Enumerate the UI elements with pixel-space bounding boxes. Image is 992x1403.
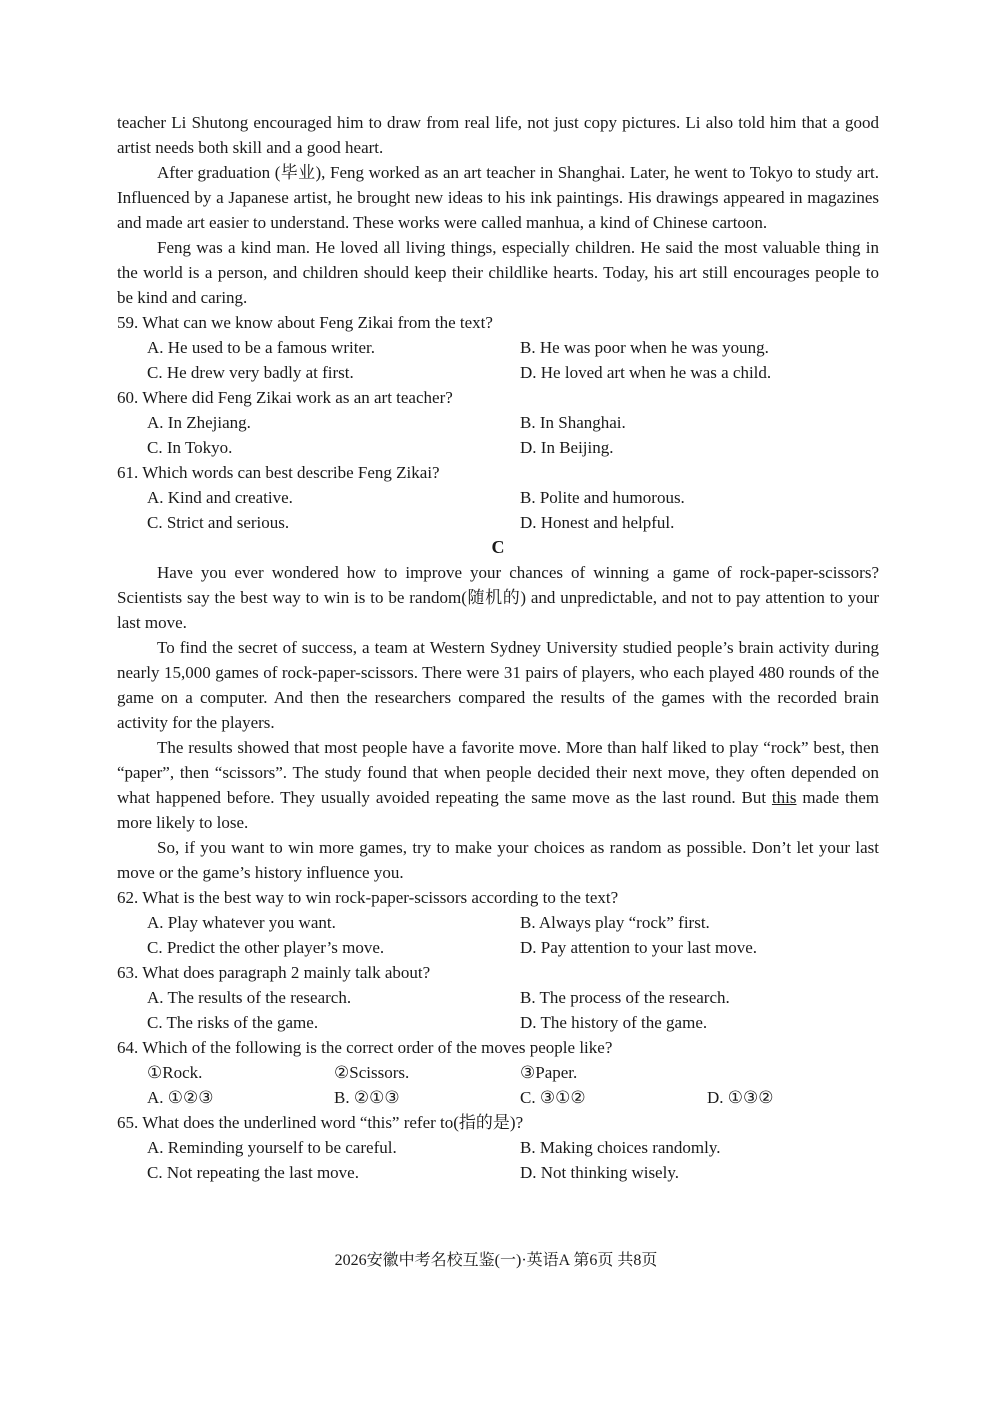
passage-c-paragraph: So, if you want to win more games, try to make your choices as random as possible. Don’t let your last move or the game’s history influence you.	[117, 838, 879, 882]
option-b: B. Always play “rock” first.	[520, 913, 710, 932]
option-b: B. Polite and humorous.	[520, 488, 685, 507]
option-a: A. The results of the research.	[147, 988, 352, 1007]
question-63	[117, 960, 879, 1035]
option-a: A. Reminding yourself to be careful.	[147, 1138, 397, 1157]
question-64	[117, 1035, 879, 1110]
passage-c-paragraph: Have you ever wondered how to improve your chances of winning a game of rock-paper-scissors? Scientists say the best way to win is to be random(随机的) and unpredictable, and not to pay attention to your last move.	[117, 563, 879, 632]
option-a: A. ①②③	[147, 1088, 214, 1107]
passage-b-paragraph: After graduation (毕业), Feng worked as an art teacher in Shanghai. Later, he went to Tokyo to study art. Influenced by a Japanese artist, he brought new ideas to his ink paintings. His drawings appeared in magazines and made art easier to understand. These works were called manhua, a kind of Chinese cartoon.	[117, 163, 879, 232]
option-c: C. He drew very badly at first.	[147, 363, 354, 382]
option-d: D. In Beijing.	[520, 438, 614, 457]
question-59	[117, 310, 879, 385]
option-a: A. In Zhejiang.	[147, 413, 251, 432]
option-d: D. Honest and helpful.	[520, 513, 675, 532]
option-c: C. Predict the other player’s move.	[147, 938, 385, 957]
passage-b-paragraph: Feng was a kind man. He loved all living things, especially children. He said the most valuable thing in the world is a person, and children should keep their childlike hearts. Today, his art still encourages people to be kind and caring.	[117, 238, 879, 307]
question-stem: 60. Where did Feng Zikai work as an art teacher?	[117, 388, 453, 407]
move-item: ①Rock.	[147, 1063, 203, 1082]
option-b: B. In Shanghai.	[520, 413, 626, 432]
question-stem: 62. What is the best way to win rock-paper-scissors according to the text?	[117, 888, 619, 907]
option-d: D. ①③②	[707, 1088, 774, 1107]
option-c: C. Strict and serious.	[147, 513, 290, 532]
question-stem: 65. What does the underlined word “this” refer to(指的是)?	[117, 1113, 524, 1132]
option-c: C. ③①②	[520, 1088, 586, 1107]
page-footer: 2026安徽中考名校互鉴(一)·英语A 第6页 共8页	[334, 1252, 658, 1269]
question-stem: 64. Which of the following is the correct order of the moves people like?	[117, 1038, 613, 1057]
question-60	[117, 385, 879, 460]
option-d: D. He loved art when he was a child.	[520, 363, 772, 382]
passage-b-paragraph: teacher Li Shutong encouraged him to draw from real life, not just copy pictures. Li also told him that a good artist needs both skill and a good heart.	[117, 113, 879, 157]
option-d: D. Not thinking wisely.	[520, 1163, 679, 1182]
text-span: The results showed that most people have a favorite move. More than half liked to play “rock” best, then “paper”, then “scissors”. The study found that when people decided their next move, they often depended on what happened before. They usually avoided repeating the same move as the last round. But	[117, 738, 879, 807]
option-d: D. The history of the game.	[520, 1013, 708, 1032]
passage-c-paragraph	[117, 735, 879, 835]
option-b: B. He was poor when he was young.	[520, 338, 769, 357]
question-61	[117, 460, 879, 535]
option-c: C. Not repeating the last move.	[147, 1163, 359, 1182]
exam-page	[117, 110, 879, 1185]
passage-c-paragraph: To find the secret of success, a team at Western Sydney University studied people’s brain activity during nearly 15,000 games of rock-paper-scissors. There were 31 pairs of players, who each played 480 rounds of the game on a computer. And then the researchers compared the results of the games with the recorded brain activity for the players.	[117, 638, 879, 732]
question-62	[117, 885, 879, 960]
option-d: D. Pay attention to your last move.	[520, 938, 758, 957]
question-stem: 61. Which words can best describe Feng Zikai?	[117, 463, 440, 482]
underlined-word: this	[771, 788, 797, 807]
option-c: C. In Tokyo.	[147, 438, 233, 457]
question-65	[117, 1110, 879, 1185]
text-span: made them more likely to lose.	[117, 788, 879, 832]
option-a: A. He used to be a famous writer.	[147, 338, 376, 357]
move-item: ②Scissors.	[334, 1063, 410, 1082]
move-item: ③Paper.	[520, 1063, 578, 1082]
option-b: B. Making choices randomly.	[520, 1138, 721, 1157]
question-stem: 59. What can we know about Feng Zikai from the text?	[117, 313, 493, 332]
section-c-heading: C	[491, 537, 505, 557]
option-b: B. The process of the research.	[520, 988, 730, 1007]
option-a: A. Play whatever you want.	[147, 913, 336, 932]
option-c: C. The risks of the game.	[147, 1013, 319, 1032]
option-b: B. ②①③	[334, 1088, 400, 1107]
option-a: A. Kind and creative.	[147, 488, 293, 507]
question-stem: 63. What does paragraph 2 mainly talk about?	[117, 963, 431, 982]
